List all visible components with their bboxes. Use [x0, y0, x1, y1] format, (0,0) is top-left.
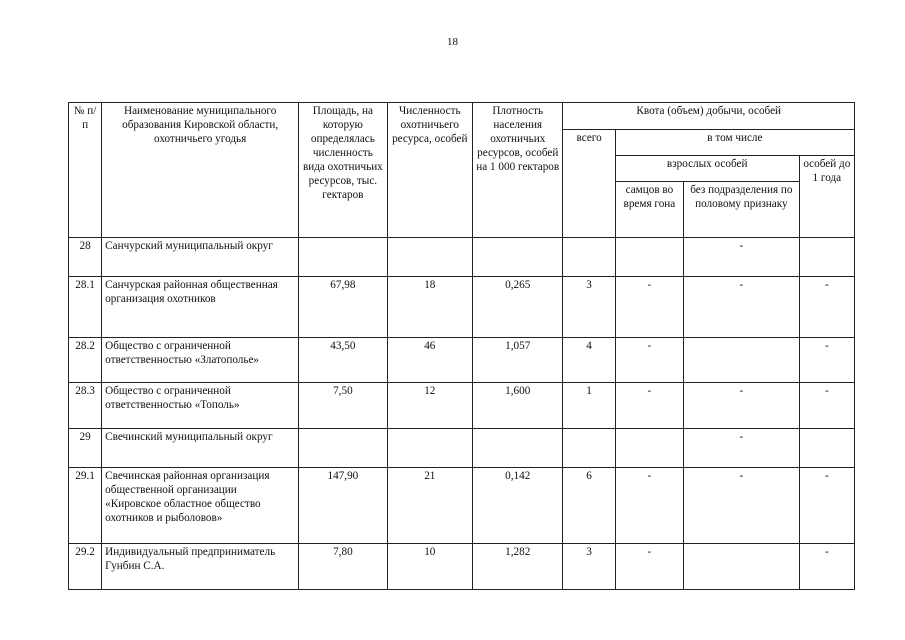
cell-no-division: - — [684, 468, 800, 544]
cell-young: - — [799, 277, 854, 338]
cell-area: 147,90 — [299, 468, 387, 544]
cell-name: Общество с ограниченной ответственностью «Тополь» — [102, 383, 299, 429]
cell-area — [299, 238, 387, 277]
cell-density: 1,057 — [473, 338, 563, 383]
cell-density: 0,265 — [473, 277, 563, 338]
table-row — [69, 468, 855, 544]
header-area: Площадь, на которую определялась численность вида охотничьих ресурсов, тыс. гектаров — [299, 103, 387, 238]
cell-total: 3 — [563, 277, 615, 338]
page-number: 18 — [447, 36, 458, 48]
cell-density — [473, 238, 563, 277]
cell-young — [799, 429, 854, 468]
header-quota: Квота (объем) добычи, особей — [563, 103, 855, 130]
cell-no-division — [684, 544, 800, 590]
header-young: особей до 1 года — [799, 156, 854, 238]
table-row — [69, 383, 855, 429]
header-no-division: без подразделения по половому признаку — [684, 182, 800, 238]
cell-num: 29 — [69, 429, 102, 468]
cell-no-division: - — [684, 238, 800, 277]
cell-count: 10 — [387, 544, 472, 590]
cell-males — [615, 429, 683, 468]
cell-density — [473, 429, 563, 468]
cell-males: - — [615, 468, 683, 544]
cell-name: Общество с ограниченной ответственностью «Златополье» — [102, 338, 299, 383]
cell-no-division: - — [684, 383, 800, 429]
header-density: Плотность населения охотничьих ресурсов, особей на 1 000 гектаров — [473, 103, 563, 238]
cell-total: 6 — [563, 468, 615, 544]
cell-young: - — [799, 338, 854, 383]
cell-total: 1 — [563, 383, 615, 429]
cell-males — [615, 238, 683, 277]
cell-males: - — [615, 544, 683, 590]
table-row — [69, 338, 855, 383]
cell-count: 12 — [387, 383, 472, 429]
cell-males: - — [615, 277, 683, 338]
cell-name: Свечинский муниципальный округ — [102, 429, 299, 468]
header-adults: взрослых особей — [615, 156, 799, 182]
cell-num: 28 — [69, 238, 102, 277]
cell-area: 67,98 — [299, 277, 387, 338]
cell-count: 46 — [387, 338, 472, 383]
cell-no-division — [684, 338, 800, 383]
header-num: № п/п — [69, 103, 102, 238]
cell-num: 28.3 — [69, 383, 102, 429]
cell-area — [299, 429, 387, 468]
cell-num: 29.1 — [69, 468, 102, 544]
cell-young: - — [799, 383, 854, 429]
cell-name: Индивидуальный предприниматель Гунбин С.А. — [102, 544, 299, 590]
cell-num: 28.2 — [69, 338, 102, 383]
header-count: Численность охотничьего ресурса, особей — [387, 103, 472, 238]
cell-total — [563, 238, 615, 277]
cell-density: 1,600 — [473, 383, 563, 429]
table-row — [69, 277, 855, 338]
header-name: Наименование муниципального образования Кировской области, охотничьего угодья — [102, 103, 299, 238]
cell-density: 0,142 — [473, 468, 563, 544]
cell-count: 18 — [387, 277, 472, 338]
cell-males: - — [615, 383, 683, 429]
cell-count — [387, 429, 472, 468]
header-including: в том числе — [615, 130, 854, 156]
cell-num: 29.2 — [69, 544, 102, 590]
cell-count — [387, 238, 472, 277]
cell-total — [563, 429, 615, 468]
table-row — [69, 238, 855, 277]
cell-area: 7,80 — [299, 544, 387, 590]
cell-males: - — [615, 338, 683, 383]
cell-total: 4 — [563, 338, 615, 383]
cell-name: Санчурская районная общественная организация охотников — [102, 277, 299, 338]
cell-young: - — [799, 544, 854, 590]
cell-name: Свечинская районная организация общественной организации «Кировское областное общество охотников и рыболовов» — [102, 468, 299, 544]
cell-no-division: - — [684, 277, 800, 338]
table-body — [69, 238, 855, 590]
table-header — [69, 103, 855, 238]
header-males: самцов во время гона — [615, 182, 683, 238]
quota-table — [68, 102, 855, 590]
table-row — [69, 429, 855, 468]
cell-total: 3 — [563, 544, 615, 590]
cell-no-division: - — [684, 429, 800, 468]
table-row — [69, 544, 855, 590]
cell-num: 28.1 — [69, 277, 102, 338]
cell-count: 21 — [387, 468, 472, 544]
cell-young: - — [799, 468, 854, 544]
cell-name: Санчурский муниципальный округ — [102, 238, 299, 277]
cell-young — [799, 238, 854, 277]
header-total: всего — [563, 130, 615, 238]
cell-density: 1,282 — [473, 544, 563, 590]
cell-area: 7,50 — [299, 383, 387, 429]
cell-area: 43,50 — [299, 338, 387, 383]
